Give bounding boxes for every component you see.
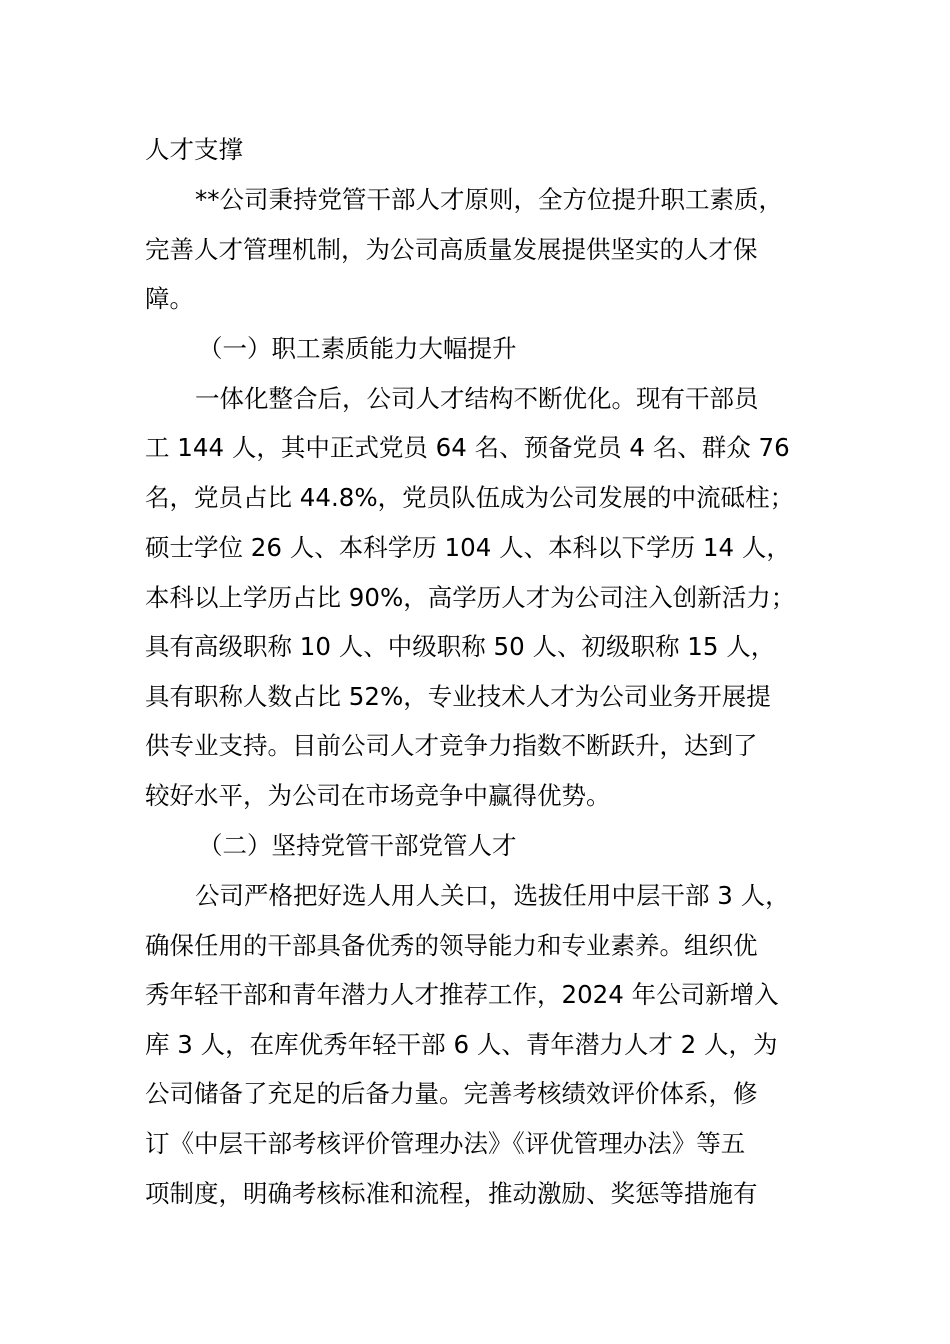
paragraph-line: 较好水平，为公司在市场竞争中赢得优势。 xyxy=(145,781,611,810)
subsection-heading-2: （二）坚持党管干部党管人才 xyxy=(198,831,517,860)
paragraph-line: 确保任用的干部具备优秀的领导能力和专业素养。组织优 xyxy=(145,931,758,960)
paragraph-line: 公司储备了充足的后备力量。完善考核绩效评价体系，修 xyxy=(145,1079,758,1108)
paragraph-line: 名，党员占比 44.8%，党员队伍成为公司发展的中流砥柱； xyxy=(145,483,795,512)
paragraph-line: 本科以上学历占比 90%，高学历人才为公司注入创新活力； xyxy=(145,583,796,612)
paragraph-line: 具有高级职称 10 人、中级职称 50 人、初级职称 15 人， xyxy=(145,632,776,661)
paragraph-line: 障。 xyxy=(145,284,194,313)
paragraph-line: 完善人才管理机制，为公司高质量发展提供坚实的人才保 xyxy=(145,235,758,264)
paragraph-line: **公司秉持党管干部人才原则，全方位提升职工素质， xyxy=(195,185,783,214)
subsection-heading-1: （一）职工素质能力大幅提升 xyxy=(198,334,517,363)
paragraph-line: 供专业支持。目前公司人才竞争力指数不断跃升，达到了 xyxy=(145,731,758,760)
paragraph-line: 库 3 人，在库优秀年轻干部 6 人、青年潜力人才 2 人，为 xyxy=(145,1030,778,1059)
paragraph-line: 工 144 人，其中正式党员 64 名、预备党员 4 名、群众 76 xyxy=(145,433,790,462)
paragraph-line: 秀年轻干部和青年潜力人才推荐工作，2024 年公司新增入 xyxy=(145,980,779,1009)
paragraph-line: 项制度，明确考核标准和流程，推动激励、奖惩等措施有 xyxy=(145,1179,758,1208)
paragraph-line: 具有职称人数占比 52%，专业技术人才为公司业务开展提 xyxy=(145,682,771,711)
paragraph-line: 硕士学位 26 人、本科学历 104 人、本科以下学历 14 人， xyxy=(145,533,791,562)
paragraph-line: 公司严格把好选人用人关口，选拔任用中层干部 3 人， xyxy=(195,881,790,910)
section-heading-talent-support: 人才支撑 xyxy=(145,135,243,164)
paragraph-line: 一体化整合后，公司人才结构不断优化。现有干部员 xyxy=(195,384,759,413)
paragraph-line: 订《中层干部考核评价管理办法》《评优管理办法》等五 xyxy=(145,1129,746,1158)
